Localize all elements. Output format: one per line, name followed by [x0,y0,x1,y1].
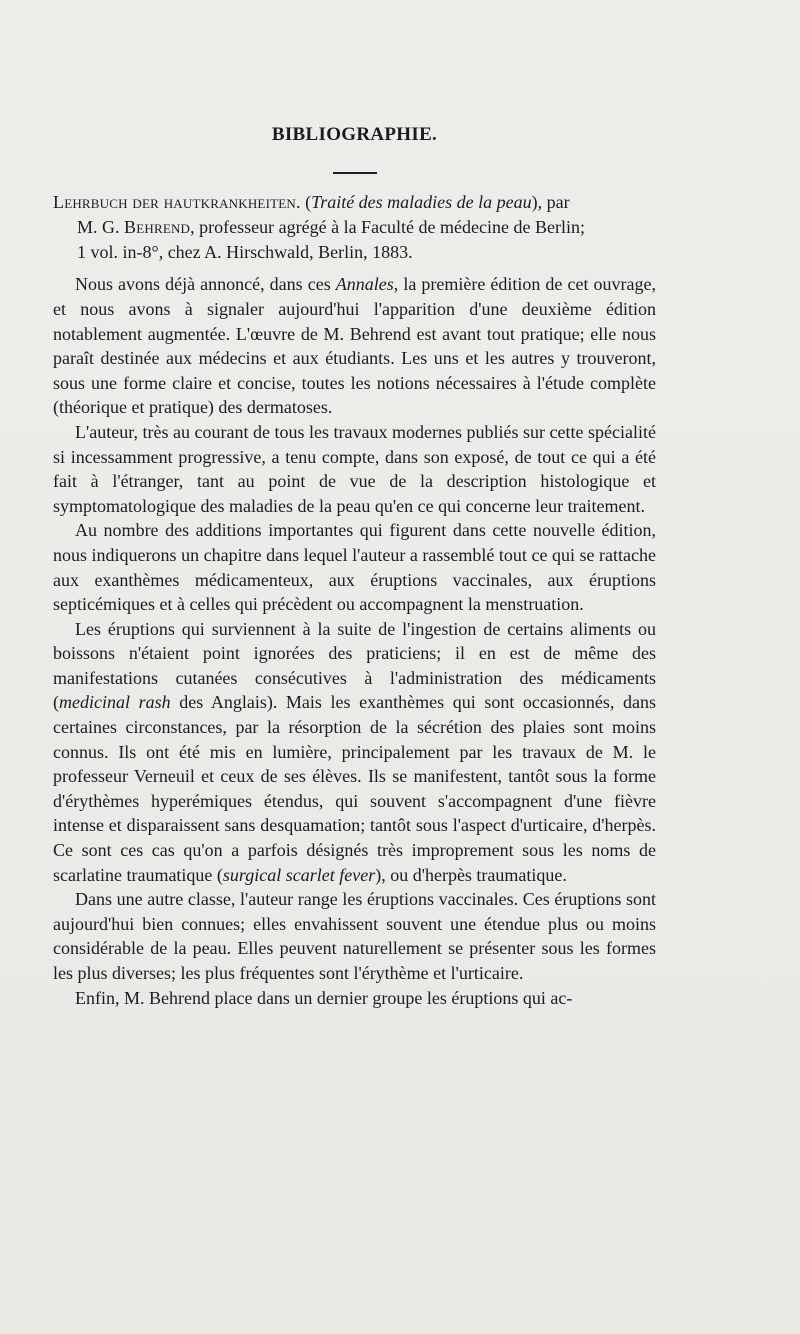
bibliographic-entry [53,190,656,264]
entry-publication: 1 vol. in-8°, chez A. Hirschwald, Berlin, 1883. [77,241,413,262]
paragraph-4-text-a: Les éruptions qui surviennent à la suite de l'ingestion de certains aliments ou boissons n'étaient point ignorées des praticiens; il en est de même des manifestations cutanées consécutives à l'administration des médicaments ( [53,618,656,713]
paragraph-1-text-b: , la première édition de cet ouvrage, et nous avons à signaler aujourd'hui l'apparition d'une deuxième édition notablement augmentée. L'œuvre de M. Behrend est avant tout pratique; elle nous paraît destinée aux médecins et aux étudiants. Les uns et les autres y trouveront, sous une forme claire et concise, toutes les notions nécessaires à l'étude complète (théorique et pratique) des dermatoses. [53,274,656,418]
entry-author-prefix: M. G. [77,216,125,237]
paragraph-4 [53,617,656,888]
paragraph-5: Dans une autre classe, l'auteur range les éruptions vaccinales. Ces éruptions sont aujourd'hui bien connues; elles envahissent souvent une étendue plus ou moins considérable de la peau. Elles peuvent naturellement se présenter sous les formes les plus diverses; les plus fréquentes sont l'érythème et l'urticaire. [53,889,656,984]
entry-paren-open: ( [300,192,312,212]
entry-title-german: Lehrbuch der hautkrankheiten. [53,192,301,212]
paragraph-2: L'auteur, très au courant de tous les travaux modernes publiés sur cette spécialité si incessamment progressive, a tenu compte, dans son exposé, de tout ce qui a été fait à l'étranger, tant au point de vue de la description histologique et symptomatologique des maladies de la peau qu'en ce qui concerne leur traitement. [53,421,656,516]
text-block [53,118,656,1010]
entry-author-line [53,215,656,240]
paragraph-1 [53,272,656,420]
paragraph-4-text-b: des Anglais). Mais les exanthèmes qui sont occasionnés, dans certaines circonstances, par la résorption de la sécrétion des plaies sont moins connus. Ils ont été mis en lumière, principalement par les travaux de M. le professeur Verneuil et ceux de ses élèves. Ils se manifestent, tantôt sous la forme d'érythèmes hyperémiques étendus, qui souvent s'accompagnent d'une fièvre intense et disparaissent sans desquamation; tantôt sous l'aspect d'urticaire, d'herpès. Ce sont ces cas qu'on a parfois désignés très improprement sous les noms de scarlatine traumatique ( [53,692,656,885]
paragraph-4-italic-b: surgical scarlet fever [222,864,376,885]
paragraph-3: Au nombre des additions importantes qui figurent dans cette nouvelle édition, nous indiquerons un chapitre dans lequel l'auteur a rassemblé tout ce qui se rattache aux exanthèmes médicamenteux, aux éruptions vaccinales, aux éruptions septicémiques et à celles qui précèdent ou accompagnent la menstruation. [53,520,656,615]
paragraph-1-italic: Annales [335,274,394,295]
paragraph-6: Enfin, M. Behrend place dans un dernier groupe les éruptions qui ac- [75,987,573,1008]
entry-author-name: Behrend [124,216,191,237]
entry-paren-close: ), par [531,192,570,212]
section-title: BIBLIOGRAPHIE. [271,124,438,145]
paragraph-1-text-a: Nous avons déjà annoncé, dans ces [75,274,336,295]
entry-title-french: Traité des maladies de la peau [311,192,532,212]
entry-author-rest: , professeur agrégé à la Faculté de médecine de Berlin; [190,216,585,237]
paragraph-4-text-c: ), ou d'herpès traumatique. [375,864,567,885]
paragraph-4-italic-a: medicinal rash [59,692,171,713]
title-rule [333,172,377,174]
